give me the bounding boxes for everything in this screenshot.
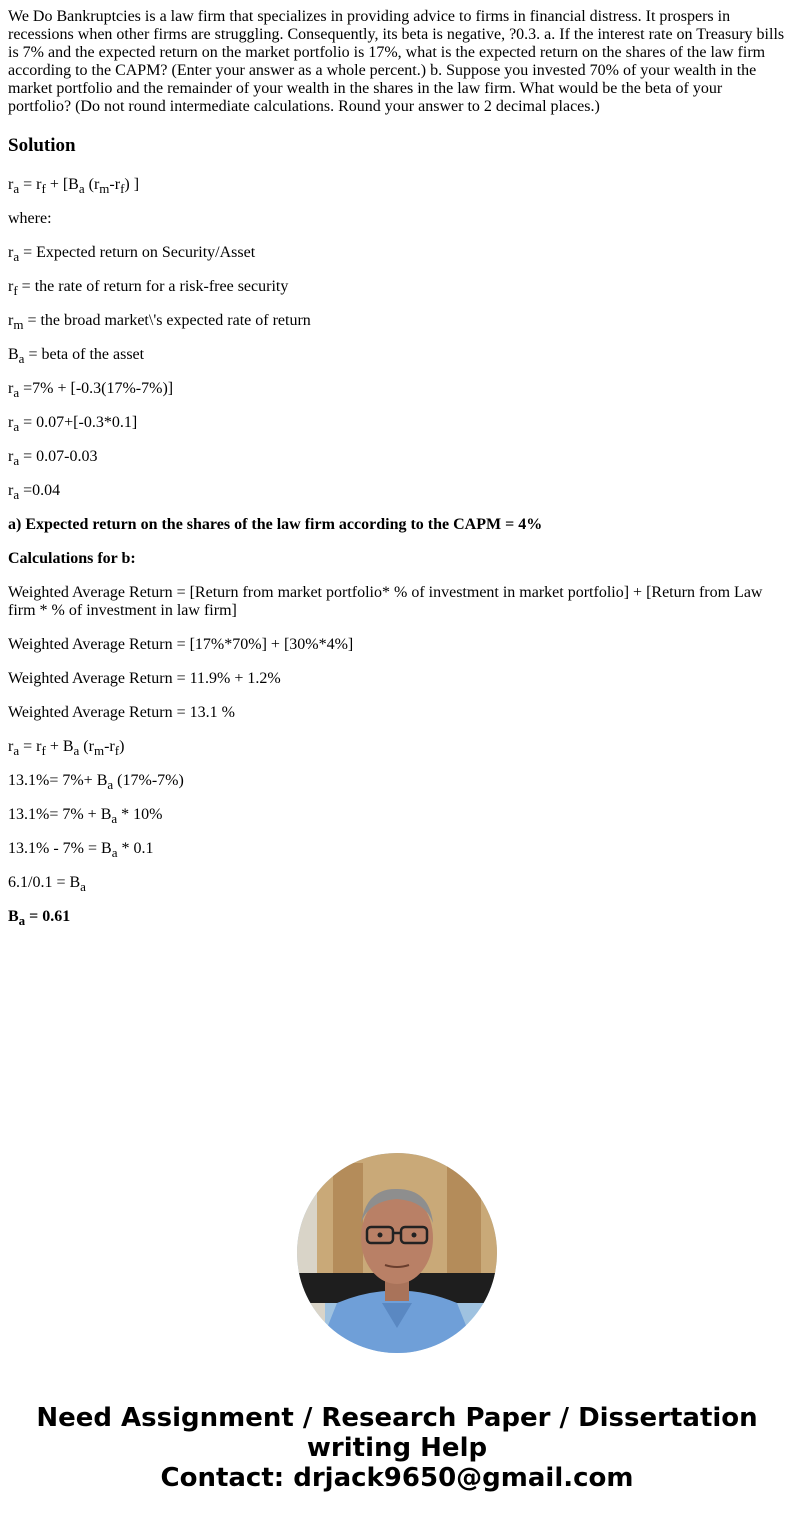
solution-heading: Solution xyxy=(8,135,76,156)
calc-step-2: $r_a = 0.07+[-0.3*0.1]$ xyxy=(8,414,138,435)
calc-b-heading: Calculations for b: xyxy=(8,550,136,567)
beta-step-4: $6.1/0.1 = B_a$ xyxy=(8,874,86,895)
promo-line-1: Need Assignment / Research Paper / Dissertation xyxy=(36,1403,758,1433)
where-label: where: xyxy=(8,210,52,227)
promo-footer xyxy=(0,1150,794,1493)
promo-line-2: writing Help xyxy=(306,1433,488,1463)
answer-a: a) Expected return on the shares of the law firm according to the CAPM = 4% xyxy=(8,516,543,533)
definition-ba: $B_a$ = beta of the asset xyxy=(8,346,145,367)
calc-step-4: $r_a =0.04$ xyxy=(8,482,61,503)
definition-rm: $r_m$ = the broad market\'s expected rate of return xyxy=(8,312,311,333)
beta-step-1: $13.1\%= 7\%+ B_a$ (17%-7%) xyxy=(8,772,184,793)
promo-text xyxy=(0,1403,794,1493)
beta-step-2: $13.1\%= 7\% + B_a * 10\%$ xyxy=(8,806,163,827)
war-line-4: Weighted Average Return = 13.1 % xyxy=(8,704,235,721)
definition-ra: $r_a$ = Expected return on Security/Asset xyxy=(8,244,256,265)
author-avatar xyxy=(297,1153,497,1353)
capm-formula: $r_a = r_f + [B_a$ $(r_m-r_f)$ ] xyxy=(8,176,140,197)
problem-statement: We Do Bankruptcies is a law firm that specializes in providing advice to firms in financial distress. It prospers in recessions when other firms are struggling. Consequently, its beta is negative, ?0.3. a. If the interest rate on Treasury bills is 7% and the expected return on the market portfolio is 17%, what is the expected return on the shares of the law firm according to the CAPM? (Enter your answer as a whole percent.) b. Suppose you invested 70% of your wealth in the market portfolio and the remainder of your wealth in the shares in the law firm. What would be the beta of your portfolio? (Do not round intermediate calculations. Round your answer to 2 decimal places.) xyxy=(8,8,785,115)
capm-formula-2: $r_a = r_f + B_a$ $(r_m-r_f)$ xyxy=(8,738,125,759)
promo-contact: Contact: drjack9650@gmail.com xyxy=(160,1463,634,1493)
war-line-1: Weighted Average Return = [Return from market portfolio* % of investment in market portfolio] + [Return from Law firm * % of investment in law firm] xyxy=(8,584,763,619)
calc-step-1: $r_a =7\% + [-0.3(17\%-7\%)]$ xyxy=(8,380,174,401)
definition-rf: $r_f$ = the rate of return for a risk-free security xyxy=(8,278,289,299)
beta-step-3: $13.1\% - 7\% = B_a * 0.1$ xyxy=(8,840,154,861)
war-line-3: Weighted Average Return = 11.9% + 1.2% xyxy=(8,670,281,687)
war-line-2: Weighted Average Return = [17%*70%] + [30%*4%] xyxy=(8,636,354,653)
calc-step-3: $r_a = 0.07-0.03$ xyxy=(8,448,98,469)
answer-b: $B_a = 0.61$ xyxy=(8,908,71,929)
